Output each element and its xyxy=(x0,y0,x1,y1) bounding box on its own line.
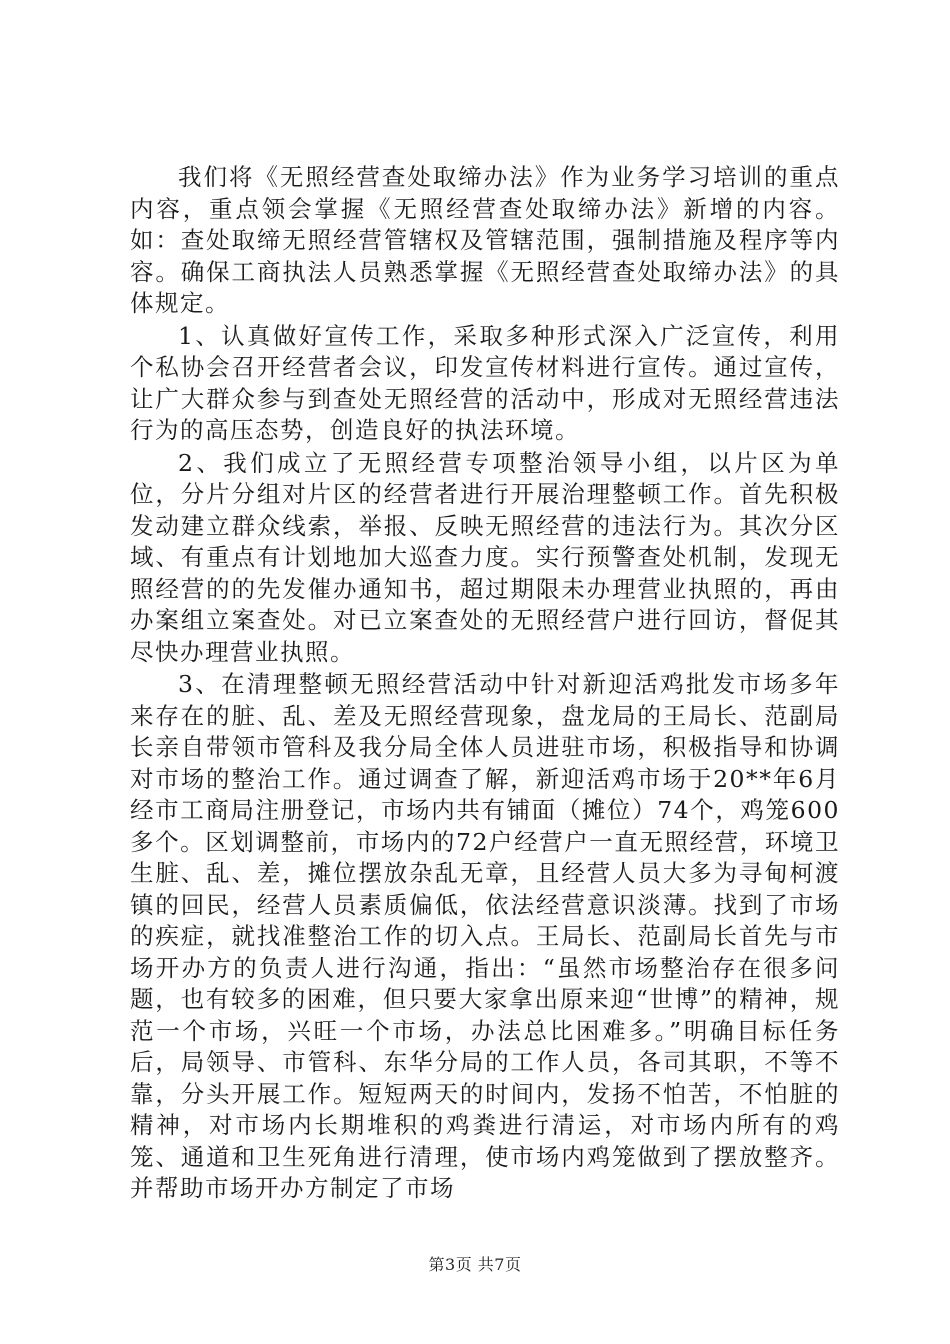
paragraph-item-3: 3、在清理整顿无照经营活动中针对新迎活鸡批发市场多年来存在的脏、乱、差及无照经营现象，盘龙局的王局长、范副局长亲自带领市管科及我分局全体人员进驻市场，积极指导和协调对市场的整治工作。通过调查了解，新迎活鸡市场于20**年6月经市工商局注册登记，市场内共有铺面（摊位）74个，鸡笼600多个。区划调整前，市场内的72户经营户一直无照经营，环境卫生脏、乱、差，摊位摆放杂乱无章，且经营人员大多为寻甸柯渡镇的回民，经营人员素质偏低，依法经营意识淡薄。找到了市场的疾症，就找准整治工作的切入点。王局长、范副局长首先与市场开办方的负责人进行沟通，指出：“虽然市场整治存在很多问题，也有较多的困难，但只要大家拿出原来迎“世博”的精神，规范一个市场，兴旺一个市场，办法总比困难多。”明确目标任务后，局领导、市管科、东华分局的工作人员，各司其职，不等不靠，分头开展工作。短短两天的时间内，发扬不怕苦，不怕脏的精神，对市场内长期堆积的鸡粪进行清运，对市场内所有的鸡笼、通道和卫生死角进行清理，使市场内鸡笼做到了摆放整齐。并帮助市场开办方制定了市场 xyxy=(130,670,840,1202)
paragraph-item-1: 1、认真做好宣传工作，采取多种形式深入广泛宣传，利用个私协会召开经营者会议，印发宣传材料进行宣传。通过宣传，让广大群众参与到查处无照经营的活动中，形成对无照经营违法行为的高压态势，创造良好的执法环境。 xyxy=(130,321,840,444)
paragraph-intro: 我们将《无照经营查处取缔办法》作为业务学习培训的重点内容，重点领会掌握《无照经营查处取缔办法》新增的内容。如：查处取缔无照经营管辖权及管辖范围，强制措施及程序等内容。确保工商执法人员熟悉掌握《无照经营查处取缔办法》的具体规定。 xyxy=(130,163,840,317)
paragraph-item-2: 2、我们成立了无照经营专项整治领导小组，以片区为单位，分片分组对片区的经营者进行开展治理整顿工作。首先积极发动建立群众线索，举报、反映无照经营的违法行为。其次分区域、有重点有计划地加大巡查力度。实行预警查处机制，发现无照经营的的先发催办通知书，超过期限未办理营业执照的，再由办案组立案查处。对已立案查处的无照经营户进行回访，督促其尽快办理营业执照。 xyxy=(130,448,840,666)
document-body xyxy=(130,162,840,1205)
page-footer: 第3页 共7页 xyxy=(428,1255,522,1274)
